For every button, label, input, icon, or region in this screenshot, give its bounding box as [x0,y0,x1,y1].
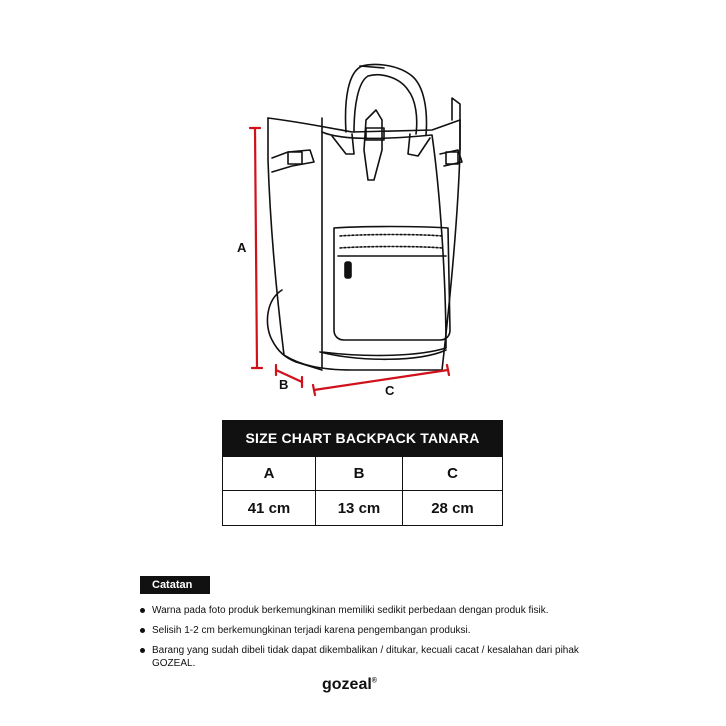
dimension-line-a [255,128,257,368]
brand-name: gozeal [322,676,372,693]
bullet-icon [140,648,145,653]
dimension-label-a: A [237,240,247,255]
bullet-icon [140,628,145,633]
header-b: B [316,457,403,491]
dimension-line-c [314,370,448,390]
dimension-label-b: B [279,377,289,392]
note-item [140,624,600,637]
note-text: Warna pada foto produk berkemungkinan memiliki sedikit perbedaan dengan produk fisik. [152,605,549,616]
notes-list [140,604,600,670]
brand-logo [322,676,377,694]
note-item [140,604,600,617]
value-b: 13 cm [316,491,403,525]
header-c: C [403,457,502,491]
note-text: Barang yang sudah dibeli tidak dapat dikembalikan / ditukar, kecuali cacat / kesalahan dari pihak GOZEAL. [152,645,579,669]
header-a: A [223,457,316,491]
value-a: 41 cm [223,491,316,525]
note-item [140,644,600,670]
registered-mark: ® [371,677,377,685]
notes-title: Catatan [140,576,210,594]
size-chart-grid [222,456,503,526]
dimension-label-c: C [385,383,395,398]
size-chart-table [222,420,503,526]
size-chart-title: SIZE CHART BACKPACK TANARA [222,420,503,456]
value-c: 28 cm [431,499,474,517]
bullet-icon [140,608,145,613]
notes-section [140,575,600,677]
note-text: Selisih 1-2 cm berkemungkinan terjadi karena pengembangan produksi. [152,625,471,636]
